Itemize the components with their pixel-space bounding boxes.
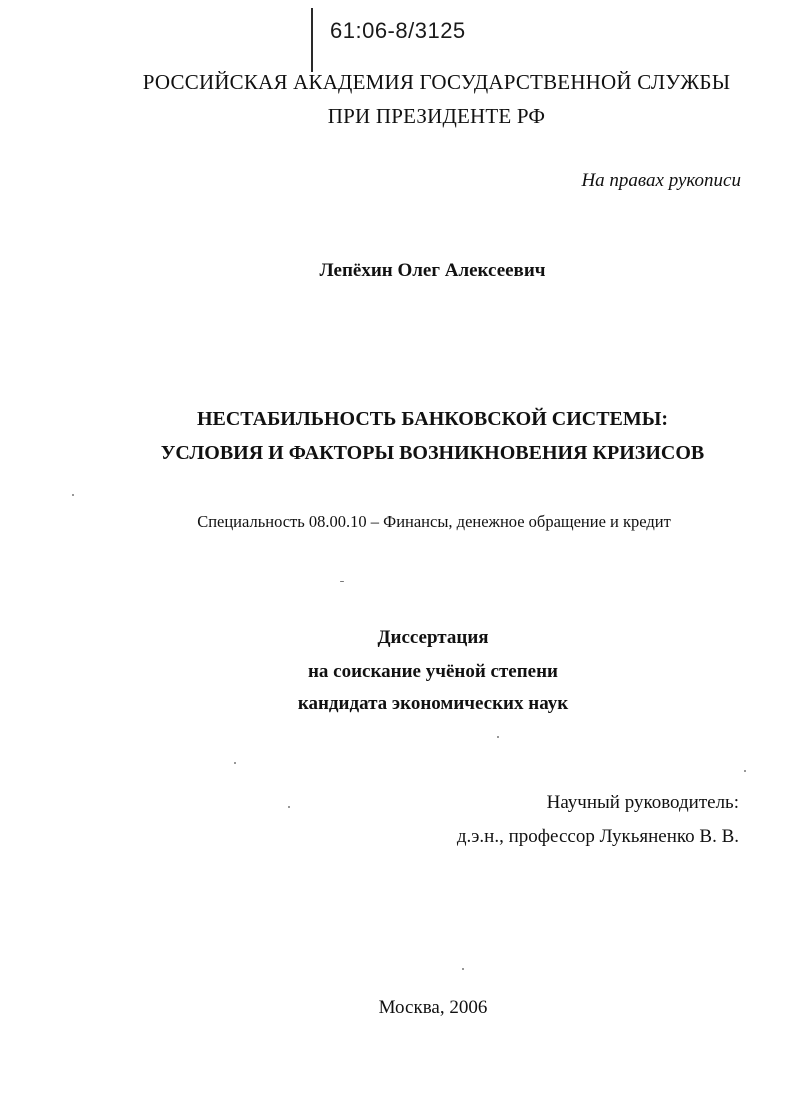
supervisor-label: Научный руководитель:	[546, 792, 739, 813]
scan-speck	[288, 806, 290, 808]
thesis-title-line-1: НЕСТАБИЛЬНОСТЬ БАНКОВСКОЙ СИСТЕМЫ:	[196, 408, 669, 430]
stamp-vertical-line	[311, 8, 313, 72]
place-and-year: Москва, 2006	[378, 997, 488, 1018]
scan-speck	[340, 581, 344, 582]
organization-line-2: ПРИ ПРЕЗИДЕНТЕ РФ	[327, 104, 546, 128]
scan-speck	[744, 770, 746, 772]
degree-line-1: на соискание учёной степени	[307, 661, 558, 682]
scan-speck	[72, 494, 74, 496]
degree-line-2: кандидата экономических наук	[297, 693, 569, 714]
organization-line-1: РОССИЙСКАЯ АКАДЕМИЯ ГОСУДАРСТВЕННОЙ СЛУЖБЫ	[142, 70, 731, 94]
dissertation-heading: Диссертация	[377, 627, 489, 648]
author-name: Лепёхин Олег Алексеевич	[319, 260, 546, 281]
thesis-title-line-2: УСЛОВИЯ И ФАКТОРЫ ВОЗНИКНОВЕНИЯ КРИЗИСОВ	[160, 442, 705, 464]
scan-speck	[462, 968, 464, 970]
manuscript-rights-note: На правах рукописи	[581, 170, 741, 191]
specialty-line: Специальность 08.00.10 – Финансы, денежное обращение и кредит	[197, 512, 671, 531]
scan-speck	[497, 736, 499, 738]
scan-speck	[234, 762, 236, 764]
supervisor-name: д.э.н., профессор Лукьяненко В. В.	[456, 826, 739, 847]
archive-stamp-code: 61:06-8/3125	[330, 18, 466, 43]
